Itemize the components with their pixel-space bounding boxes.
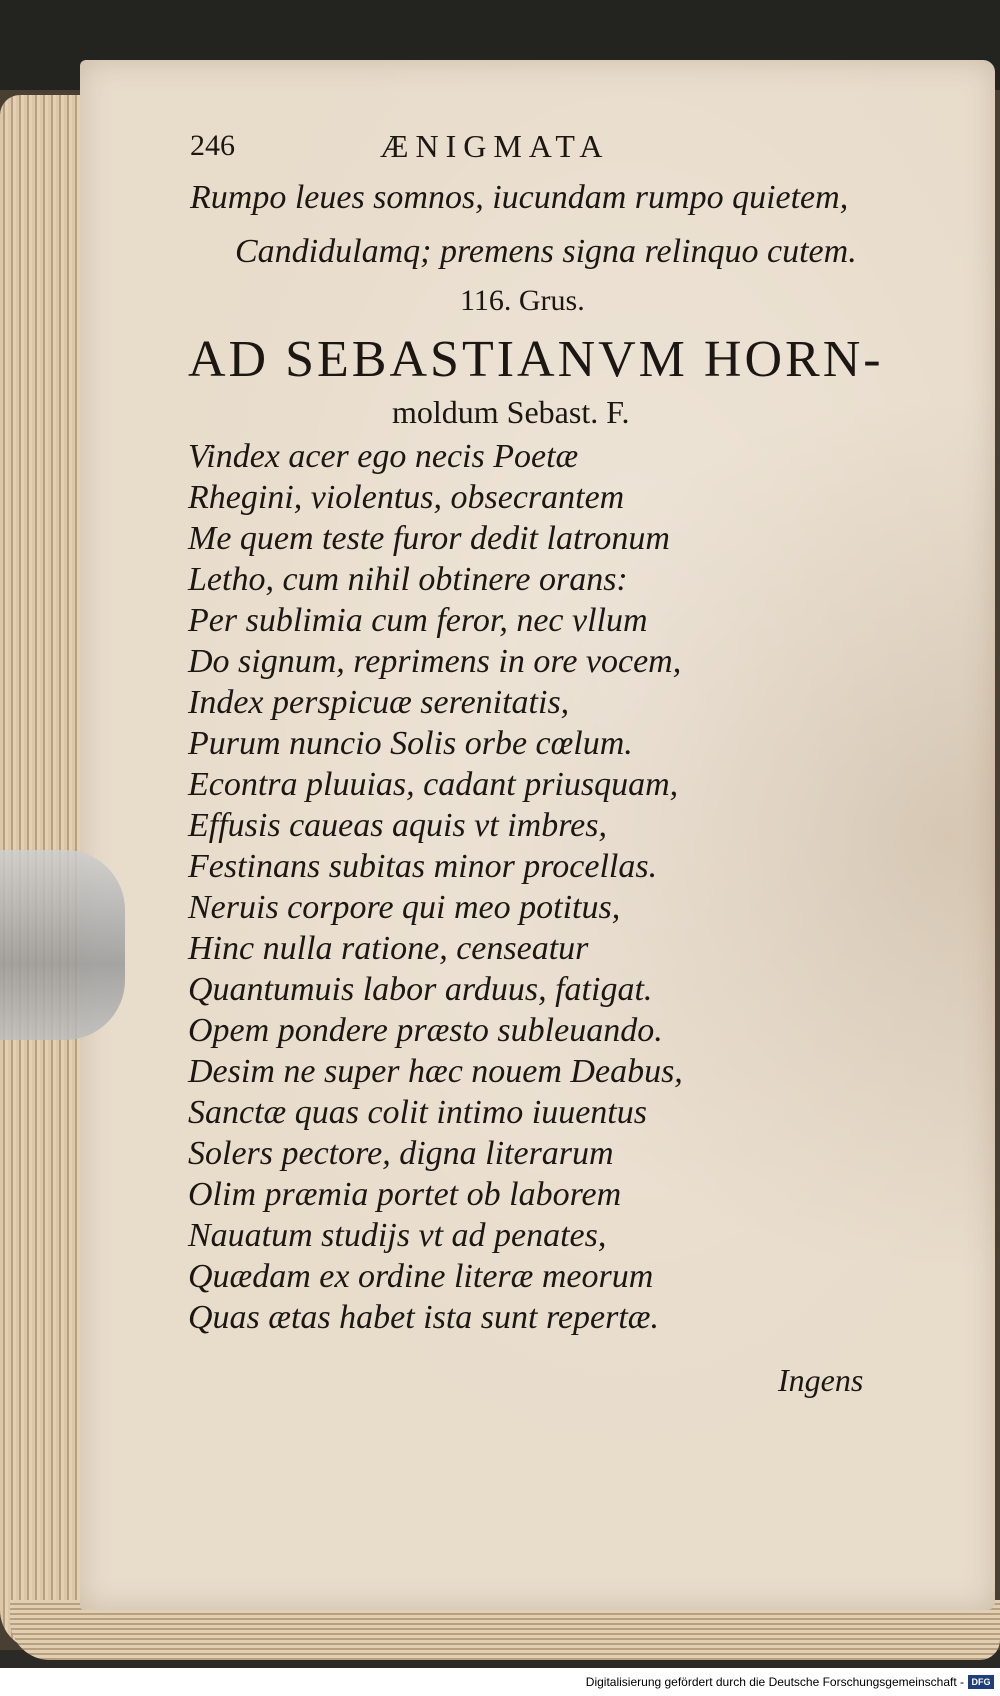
poem-line: Neruis corpore qui meo potitus, [188,889,621,926]
poem-line: Desim ne super hæc nouem Deabus, [188,1053,683,1090]
dedication-subheading: moldum Sebast. F. [392,394,630,430]
poem-line: Letho, cum nihil obtinere orans: [188,561,628,598]
riddle-number: 116. Grus. [460,284,585,317]
poem-line: Vindex acer ego necis Poetæ [188,438,579,475]
poem-line: Econtra pluuias, cadant priusquam, [188,766,679,803]
poem-line: Quas ætas habet ista sunt repertæ. [188,1299,659,1336]
poem-line: Me quem teste furor dedit latronum [188,520,670,557]
dedication-heading: AD SEBASTIANVM HORN- [188,331,884,388]
poem-line: Sanctæ quas colit intimo iuuentus [188,1094,647,1131]
poem-line: Index perspicuæ serenitatis, [188,684,570,721]
digitization-credit-bar [0,1668,1000,1696]
opening-line: Candidulamq; premens signa relinquo cutem. [235,233,857,270]
credit-text: Digitalisierung gefördert durch die Deutsche Forschungsgemeinschaft - [585,1675,964,1689]
poem-line: Olim præmia portet ob laborem [188,1176,622,1213]
poem-line: Opem pondere præsto subleuando. [188,1012,663,1049]
poem-line: Hinc nulla ratione, censeatur [188,930,589,967]
poem-line: Quædam ex ordine literæ meorum [188,1258,654,1295]
poem-line: Nauatum studijs vt ad penates, [188,1217,607,1254]
opening-line: Rumpo leues somnos, iucundam rumpo quietem, [190,179,849,216]
poem-line: Purum nuncio Solis orbe cœlum. [188,725,633,762]
poem-line: Festinans subitas minor procellas. [188,848,658,885]
poem-line: Do signum, reprimens in ore vocem, [188,643,682,680]
page-number: 246 [190,129,235,162]
catchword: Ingens [778,1362,864,1398]
dfg-logo: DFG [968,1675,994,1689]
poem-line: Rhegini, violentus, obsecrantem [188,479,625,516]
poem-line: Per sublimia cum feror, nec vllum [188,602,648,639]
running-head: ÆNIGMATA [380,128,610,164]
poem-line: Quantumuis labor arduus, fatigat. [188,971,653,1008]
poem-line: Solers pectore, digna literarum [188,1135,614,1172]
poem-line: Effusis caueas aquis vt imbres, [188,807,607,844]
